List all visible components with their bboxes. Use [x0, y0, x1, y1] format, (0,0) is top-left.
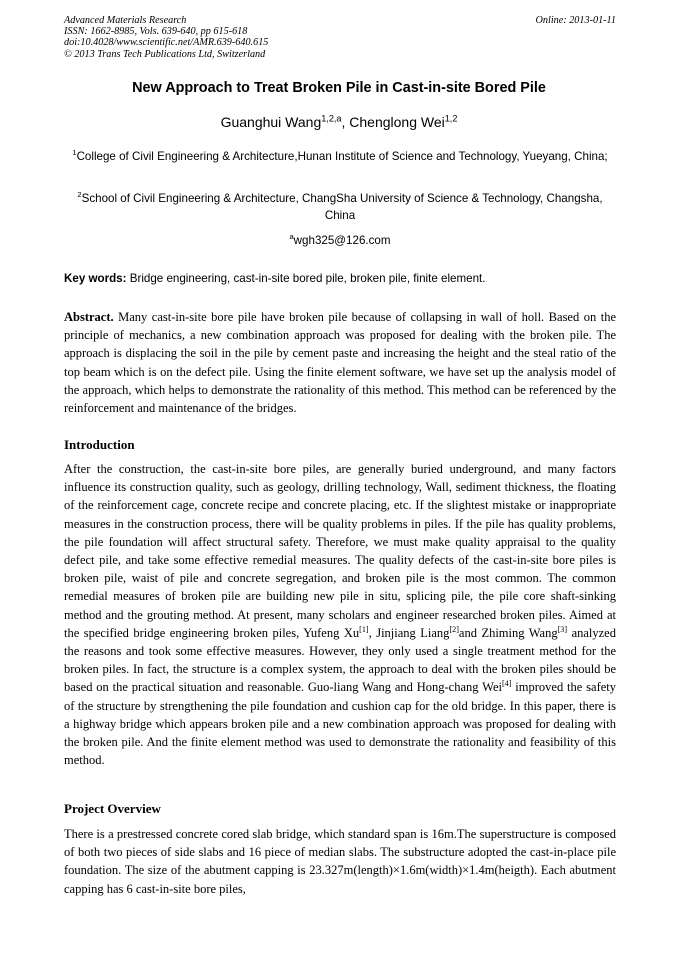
ref-4: [4] — [501, 679, 512, 689]
ref-1: [1] — [359, 624, 369, 634]
paper-title: New Approach to Treat Broken Pile in Cast-in-site Bored Pile — [132, 80, 546, 96]
intro-text-3: and Zhiming Wang — [458, 625, 558, 640]
journal-name: Advanced Materials Research — [64, 15, 187, 26]
abstract-label: Abstract. — [64, 310, 114, 324]
ref-3: [3] — [557, 624, 568, 634]
affiliation-1 — [64, 148, 616, 165]
introduction-paragraph — [64, 460, 616, 769]
keywords — [64, 271, 616, 287]
keywords-label: Key words: — [64, 272, 127, 285]
affiliation-2 — [64, 190, 616, 224]
author-2-affil: 1,2 — [444, 113, 458, 124]
email-mark: a — [289, 232, 294, 242]
affiliation-2-mark: 2 — [77, 190, 82, 200]
issn-line: ISSN: 1662-8985, Vols. 639-640, pp 615-618 — [64, 26, 248, 38]
affiliation-1-text: College of Civil Engineering & Architecture,Hunan Institute of Science and Technology, Yueyang, China; — [76, 150, 608, 163]
affiliation-1-mark: 1 — [72, 148, 77, 158]
affiliation-2-text: School of Civil Engineering & Architecture, ChangSha University of Science & Technology, Changsha, China — [81, 192, 603, 222]
introduction-heading: Introduction — [64, 437, 135, 452]
author-separator: , — [341, 114, 350, 130]
email-text: wgh325@126.com — [293, 234, 391, 247]
abstract — [64, 308, 616, 417]
intro-text-2: , Jinjiang Liang — [368, 625, 450, 640]
copyright-line: © 2013 Trans Tech Publications Ltd, Switzerland — [64, 48, 266, 60]
ref-2: [2] — [449, 624, 459, 634]
journal-header — [64, 15, 616, 60]
intro-text-4: analyzed the reasons and took some effective measures. However, they only used a single treatment method for the broken piles. In fact, the structure is a complex system, the approach to deal with the broken piles should be based on the practical situation and reasonable. Guo-liang Wang and Hong-chang Wei — [64, 625, 616, 695]
project-overview-heading: Project Overview — [64, 801, 161, 816]
author-email — [64, 232, 616, 249]
keywords-text: Bridge engineering, cast-in-site bored pile, broken pile, finite element. — [126, 272, 486, 285]
online-date: Online: 2013-01-11 — [535, 15, 616, 26]
doi-line: doi:10.4028/www.scientific.net/AMR.639-640.615 — [64, 37, 269, 49]
author-2: Chenglong Wei — [349, 114, 445, 130]
abstract-text: Many cast-in-site bore pile have broken pile because of collapsing in wall of holl. Based on the principle of mechanics, a new combination approach was proposed for dealing with the broken pile. The approach is displacing the soil in the pile by cement paste and increasing the height and the steal ratio of the top beam which is on the defect pile. Using the finite element software, we have set up the analysis model of the approach, which helps to demonstrate the rationality of this method. This method can be referenced by the reinforcement and maintenance of the bridges. — [64, 310, 616, 416]
author-1: Guanghui Wang — [220, 114, 322, 130]
project-overview-paragraph: There is a prestressed concrete cored slab bridge, which standard span is 16m.The superstructure is composed of both two pieces of side slabs and 16 piece of median slabs. The substructure adopted the cast-in-place pile foundation. The size of the abutment capping is 23.327m(length)×1.6m(width)×1.4m(heigth). Each abutment capping has 6 cast-in-site bore piles, — [64, 827, 616, 896]
author-1-affil: 1,2,a — [321, 113, 342, 124]
intro-text-5: improved the safety of the structure by strengthening the pile foundation and cushion cap for the old bridge. In this paper, there is a highway bridge which appears broken pile and a new combination approach was proposed for dealing with the broken pile. And the finite element method was used to demonstrate the rationality and feasibility of this method. — [64, 680, 616, 768]
author-line — [40, 112, 638, 132]
intro-text-1: After the construction, the cast-in-site bore piles, are generally buried underground, and many factors influence its construction quality, such as geology, drilling technology, Wall, sediment thickness, the floating of the reinforcement cage, concrete recipe and concrete placing, etc. If the slightest mistake or inappropriate measures in the construction process, there will be quality problems in piles. If the pile has quality problems, the pile foundation will affect structural safety. Therefore, we must make quality appraisal to the quality defect pile, and take some effective remedial measures. The quality defects of the cast-in-site bore piles is broken pile, waist of pile and concrete segregation, and broken pile is the most common. The common remedial measures of broken pile are building new pile in situ, splicing pile, the pile core shaft-sinking method and the grouting method. At present, many scholars and engineer researched broken piles. Aimed at the specified bridge engineering broken piles, Yufeng Xu — [64, 462, 616, 640]
